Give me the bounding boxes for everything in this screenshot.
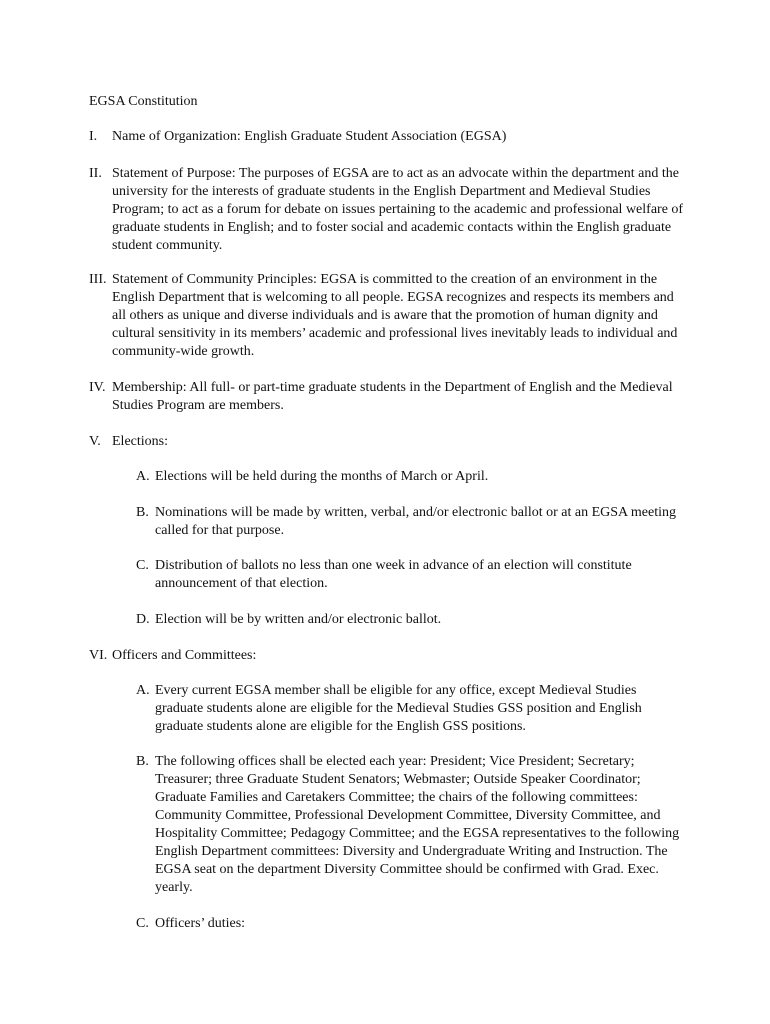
section-i bbox=[89, 128, 689, 146]
section-text: Membership: All full- or part-time graduate students in the Department of English and the Medieval Studies Program are members. bbox=[112, 380, 673, 413]
item-text: Elections will be held during the months of March or April. bbox=[155, 469, 489, 484]
section-number: III. bbox=[89, 272, 107, 287]
section-iii bbox=[89, 271, 689, 361]
item-text: Every current EGSA member shall be eligible for any office, except Medieval Studies graduate students alone are eligible for the Medieval Studies GSS position and English graduate students alone are eligible for the English GSS positions. bbox=[155, 683, 642, 734]
list-item bbox=[136, 682, 676, 736]
item-text: Nominations will be made by written, verbal, and/or electronic ballot or at an EGSA meeting called for that purpose. bbox=[155, 505, 676, 538]
item-letter: D. bbox=[136, 612, 150, 627]
item-letter: C. bbox=[136, 558, 149, 573]
item-letter: C. bbox=[136, 916, 149, 931]
document-title: EGSA Constitution bbox=[89, 94, 198, 109]
item-letter: B. bbox=[136, 505, 149, 520]
item-text: Distribution of ballots no less than one week in advance of an election will constitute announcement of that election. bbox=[155, 558, 632, 591]
section-text: Statement of Purpose: The purposes of EGSA are to act as an advocate within the department and the university for the interests of graduate students in the English Department and Medieval Studies Program; to act as a forum for debate on issues pertaining to the academic and professional welfare of graduate students in English; and to foster social and academic contacts within the English graduate student community. bbox=[112, 166, 684, 253]
section-iv bbox=[89, 379, 679, 415]
section-text: Elections: bbox=[112, 434, 168, 449]
list-item bbox=[136, 753, 686, 897]
item-letter: A. bbox=[136, 683, 150, 698]
section-number: IV. bbox=[89, 380, 106, 395]
section-text: Statement of Community Principles: EGSA is committed to the creation of an environment in the English Department that is welcoming to all people. EGSA recognizes and respects its members and all others as unique and diverse individuals and is aware that the promotion of human dignity and cultural sensitivity in its members’ academic and professional lives inevitably leads to individual and community-wide growth. bbox=[112, 272, 678, 359]
list-item bbox=[136, 915, 684, 933]
section-number: VI. bbox=[89, 648, 108, 663]
list-item bbox=[136, 504, 684, 540]
item-text: The following offices shall be elected each year: President; Vice President; Secretary; Treasurer; three Graduate Student Senators; Webmaster; Outside Speaker Coordinator; Graduate Families and Caretakers Committee; the chairs of the following committees: Community Committee, Professional Development Committee, Diversity Committee, and Hospitality Committee; Pedagogy Committee; and the EGSA representatives to the following English Department committees: Diversity and Undergraduate Writing and Instruction. The EGSA seat on the department Diversity Committee should be confirmed with Grad. Exec. yearly. bbox=[155, 754, 680, 895]
section-vi bbox=[89, 647, 689, 665]
section-number: V. bbox=[89, 434, 101, 449]
item-letter: B. bbox=[136, 754, 149, 769]
section-text: Officers and Committees: bbox=[112, 648, 257, 663]
section-text: Name of Organization: English Graduate Student Association (EGSA) bbox=[112, 129, 507, 144]
section-number: II. bbox=[89, 166, 102, 181]
list-item bbox=[136, 557, 684, 593]
item-text: Officers’ duties: bbox=[155, 916, 246, 931]
list-item bbox=[136, 611, 684, 629]
item-letter: A. bbox=[136, 469, 150, 484]
section-v bbox=[89, 433, 689, 451]
item-text: Election will be by written and/or electronic ballot. bbox=[155, 612, 442, 627]
section-number: I. bbox=[89, 129, 98, 144]
section-ii bbox=[89, 165, 687, 255]
list-item bbox=[136, 468, 684, 486]
